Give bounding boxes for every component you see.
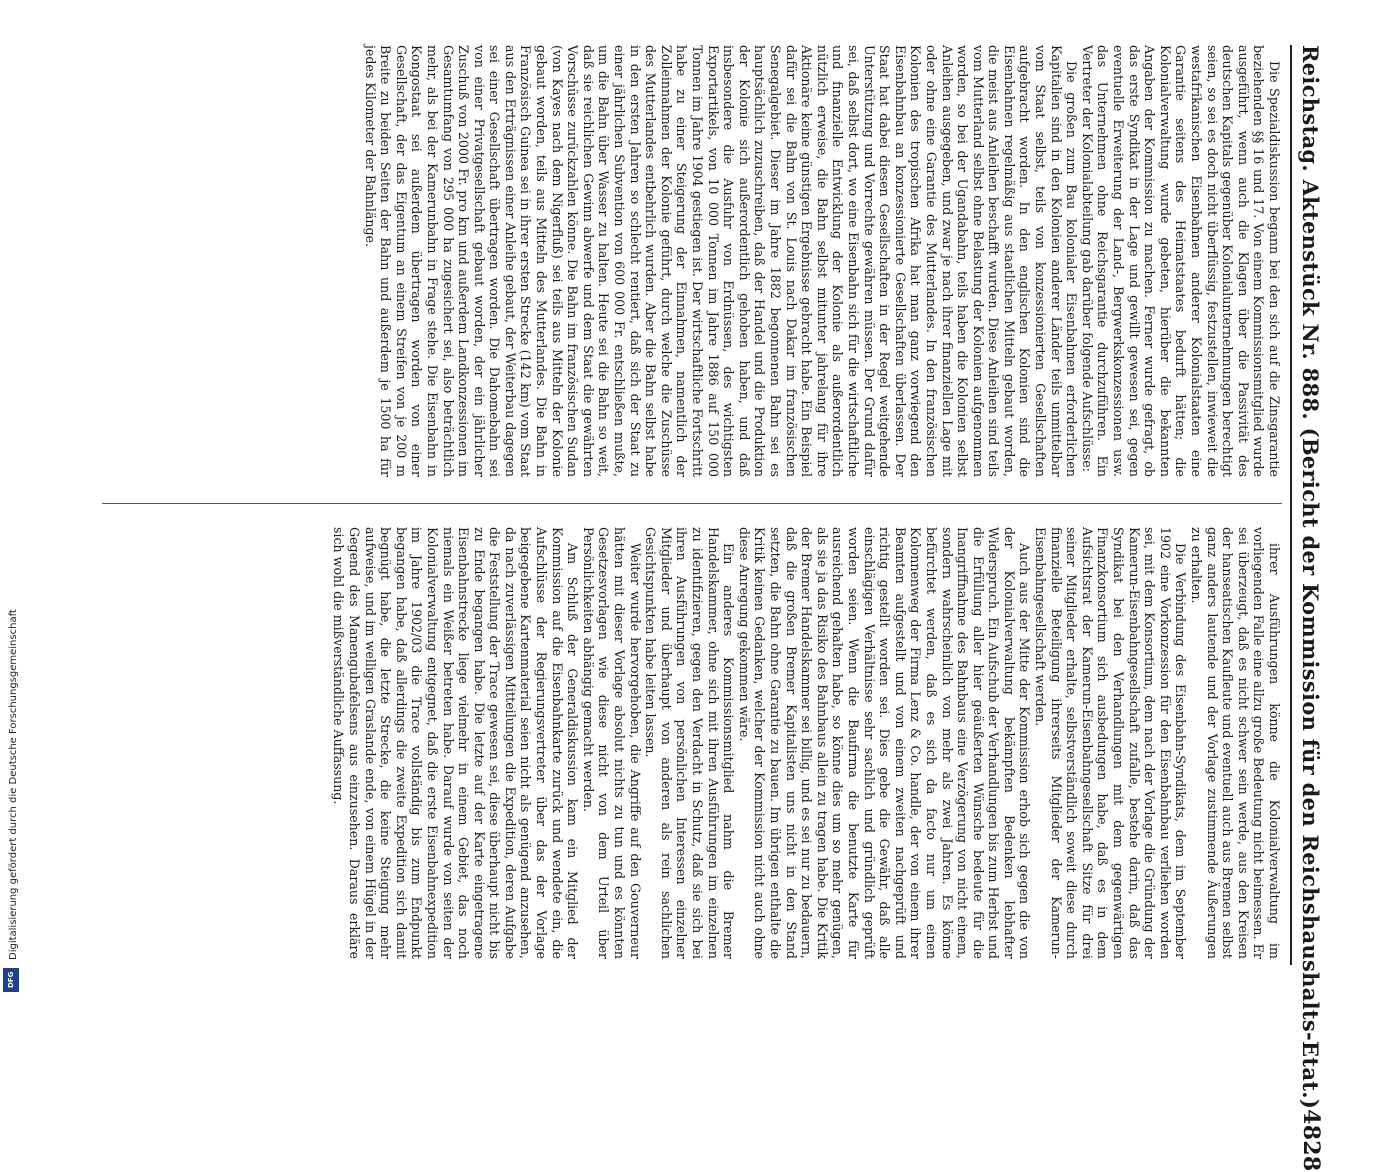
digitization-credit-text: Digitalisierung gefördert durch die Deutsche Forschungsgemeinschaft	[8, 609, 19, 960]
paragraph: Ein anderes Kommissionsmitglied nahm die Bremer Handelskammer, ohne sich mit ihren Ausführungen im einzelnen zu identifizieren, gegen den Verdacht in Schutz, daß sie sich bei ihren Ausführungen von persönlichen Interessen einzelner Mitglieder und überhaupt von anderen als rein sachlichen Gesichtspunkten habe leiten lassen.	[643, 527, 737, 959]
paragraph: Weiter wurde hervorgehoben, die Angriffe auf den Gouverneur hätten mit dieser Vorlage absolut nichts zu tun und es könnten Gesetzesvorlagen wie diese nicht von dem Urteil über Persönlichkeiten abhängig gemacht werden.	[580, 527, 643, 959]
paragraph: ihrer Ausführungen könne die Kolonialverwaltung im vorliegenden Falle eine allzu große Bedeutung nicht beimessen. Er sei überzeugt, daß es nicht schwer sein werde, aus den Kreisen der hanseatischen Kaufleute und eventuell auch aus Bremen selbst ganz anders lautende und der Vorlage zustimmende Äußerungen zu erhalten.	[1189, 527, 1282, 959]
dfg-logo-icon: DFG	[3, 968, 19, 992]
header-rule	[1290, 45, 1292, 965]
rotated-page-content	[93, 45, 1338, 1172]
paragraph: Die großen zum Bau kolonialer Eisenbahnen erforderlichen Kapitalien sind in den Kolonien anderer Länder teils unmittelbar vom Staat selbst, teils von konzessionierten Gesellschaften aufgebracht worden. In den englischen Kolonien sind die Eisenbahnen regelmäßig aus staatlichen Mitteln gebaut worden, die meist aus Anleihen beschafft wurden. Diese Anleihen sind teils vom Mutterland selbst ohne Belastung der Kolonien aufgenommen worden, so bei der Ugandabahn, teils haben die Kolonien selbst Anleihen ausgegeben, und zwar je nach ihrer finanziellen Lage mit oder ohne eine Garantie des Mutterlandes. In den französischen Kolonien des tropischen Afrika hat man ganz vorwiegend den Eisenbahnbau an konzessionierte Gesellschaften überlassen. Der Staat hat dabei diesen Gesellschaften in der Regel weitgehende Unterstützung und Vorrechte gewähren müssen. Der Grund dafür sei, daß selbst dort, wo eine Eisenbahn sich für die wirtschaftliche und finanzielle Entwicklung der Kolonie als außerordentlich nützlich erweise, die Bahn selbst mitunter jahrelang für ihre Aktionäre keine günstigen Ergebnisse gebracht habe. Ein Beispiel dafür sei die Bahn von St. Louis nach Dakar im französischen Senegalgebiet. Dieser im Jahre 1882 begonnenen Bahn sei es hauptsächlich zuzuschreiben, daß der Handel und die Produktion der Kolonie sich außerordentlich gehoben haben, und daß insbesondere die Ausfuhr von Erdnüssen, des wichtigsten Exportartikels, von 10 000 Tonnen im Jahre 1886 auf 150 000 Tonnen im Jahre 1904 gestiegen ist. Der wirtschaftliche Fortschritt habe zu einer Steigerung der Einnahmen, namentlich der Zolleinnahmen der Kolonie geführt, durch welche die Zuschüsse des Mutterlandes entbehrlich wurden. Aber die Bahn selbst habe in den ersten Jahren so schlecht rentiert, daß sich der Staat zu einer jährlichen Subvention von 600 000 Fr. entschließen mußte, um die Bahn über Wasser zu halten. Heute sei die Bahn so weit, daß sie reichlichen Gewinn abwerfe und dem Staat die gewährten Vorschüsse zurückzahlen könne. Die Bahn im französischen Sudan (von Kayes nach dem Nigerfluß) sei teils aus Mitteln der Kolonie gebaut worden, teils aus Mitteln des Mutterlandes. Die Bahn in Französisch Guinea sei in ihrer ersten Strecke (142 km) vom Staat aus den Erträgnissen einer Anleihe gebaut, der Weiterbau dagegen sei einer Gesellschaft übertragen worden. Die Dahomebahn sei von einer Privatgesellschaft gebaut worden, der ein jährlicher Zuschuß von 2000 Fr. pro km und außerdem Landkonzessionen im Gesamtumfang von 295 000 ha zugesichert sei, also beträchtlich mehr, als bei der Kamerunbahn in Frage stehe. Die Eisenbahn in Kongostaat sei außerdem übertragen worden von einer Gesellschaft, der das Eigentum an einem Streifen von je 200 m Breite zu beiden Seiten der Bahn und außerdem je 1500 ha für jedes Kilometer der Bahnlänge.	[362, 45, 1080, 477]
digitization-credit	[0, 0, 24, 1000]
text-column-right	[102, 527, 1282, 959]
paragraph: Auch aus der Mitte der Kommission erhob sich gegen die von der Kolonialverwaltung bekämpften Bedenken lebhafter Widerspruch. Ein Aufschub der Verhandlungen bis zum Herbst und die Erfüllung aller hier geäußerten Wünsche bedeute für die Inangriffnahme des Bahnbaus eine Verzögerung von nicht einem, sondern wahrscheinlich von mehr als zwei Jahren. Es könne befürchtet werden, daß es sich da facto nur um einen Kolonnenweg der Firma Lenz & Co. handle, der von einem ihrer Beamten aufgestellt und von einem zweiten nachgeprüft und richtig gestellt worden sei. Dies gebe die Gewähr, daß alle einschlägigen Verhältnisse sehr sachlich und gründlich geprüft worden seien. Wenn die Baufirma die benutzte Karte für ausreichend gehalten habe, so könne dies um so mehr genügen, als sie ja das Risiko des Bahnbaus allein zu tragen habe. Die Kritik der Bremer Handelskammer sei billig, und es sei nur zu bedauern, daß die großen Bremer Kapitalisten uns nicht in den Stand setzten, die Bahn ohne Garantie zu bauen. Im übrigen enthalte die Kritik keinen Gedanken, welcher der Kommission nicht auch ohne diese Anregung gekommen wäre.	[736, 527, 1033, 959]
paragraph: Die Spezialdiskussion begann bei den sich auf die Zinsgarantie beziehenden §§ 16 und 17. Von einem Kommissionsmitglied wurde ausgeführt, wenn auch die Klagen über die Passivität des deutschen Kapitals gegenüber Kolonialunternehmungen berechtigt seien, so sei es doch nicht überflüssig, festzustellen, inwieweit die westafrikanischen Eisenbahnen anderer Kolonialstaaten eine Garantie seitens des Heimatstaates bedurft hätten; die Kolonialverwaltung wurde gebeten, hierüber die bekannten Angaben der Kommission zu machen. Ferner wurde gefragt, ob das erste Syndikat in der Lage und gewillt gewesen sei, gegen eventuelle Erweiterung der Land-, Bergwerkskonzessionen usw. das Unternehmen ohne Reichsgarantie durchzuführen. Ein Vertreter der Kolonialabteilung gab darüber folgende Aufschlüsse:	[1079, 45, 1282, 477]
paragraph: Die Verbindung des Eisenbahn-Syndikats, dem im September 1902 eine Vorkonzession für den Eisenbahnbau verliehen worden sei, mit dem Konsortium, dem nach der Vorlage die Gründung der Kamerun-Eisenbahngesellschaft zufalle, bestehe darin, daß das Syndikat bei den Verhandlungen mit dem gegenwärtigen Finanzkonsortium sich ausbedungen habe, daß es in dem Aufsichtsrat der Kamerun-Eisenbahngesellschaft Sitze für drei seiner Mitglieder erhalte, selbstverständlich soweit diese durch finanzielle Beteiligung ihrerseits Mitglieder der Kamerun-Eisenbahngesellschaft werden.	[1033, 527, 1189, 959]
column-divider	[102, 503, 1282, 504]
page-title: Reichstag. Aktenstück Nr. 888. (Bericht der Kommission für den Reichshaushalts-Etat.)	[1298, 45, 1323, 1110]
page-header	[1298, 45, 1338, 1172]
text-column-left	[102, 45, 1282, 477]
page-number: 4828	[1298, 1109, 1324, 1172]
paragraph: Am Schluß der Generaldiskussion kam ein Mitglied der Kommission auf die Eisenbahnkarte zurück und wendete ein, die Aufschlüsse der Regierungsvertreter über das der Vorlage beigegebene Kartenmaterial seien nicht als genügend anzusehen, da nach zuverlässigen Mitteilungen die Expedition, deren Aufgabe die Feststellung der Trace gewesen sei, diese überhaupt nicht bis zu Ende begangen habe. Die letzte auf der Karte eingetragene Eisenbahnstrecke liege vielmehr in einem Gebiet, das noch niemals ein Weißer betreten habe. Darauf wurde von seiten der Kolonialverwaltung entgegnet, daß die erste Eisenbahnexpedition im Jahre 1902/03 die Trace vollständig bis zum Endpunkt begangen habe, daß allerdings die zweite Expedition sich damit begnügt habe, die letzte Strecke, die keine Steigung mehr aufweise, und im welligen Graslande ende, von einem Hügel in der Gegend des Manengubafelsens aus einzusehen. Daraus erkläre sich wohl die mißverständliche Auffassung.	[331, 527, 581, 959]
